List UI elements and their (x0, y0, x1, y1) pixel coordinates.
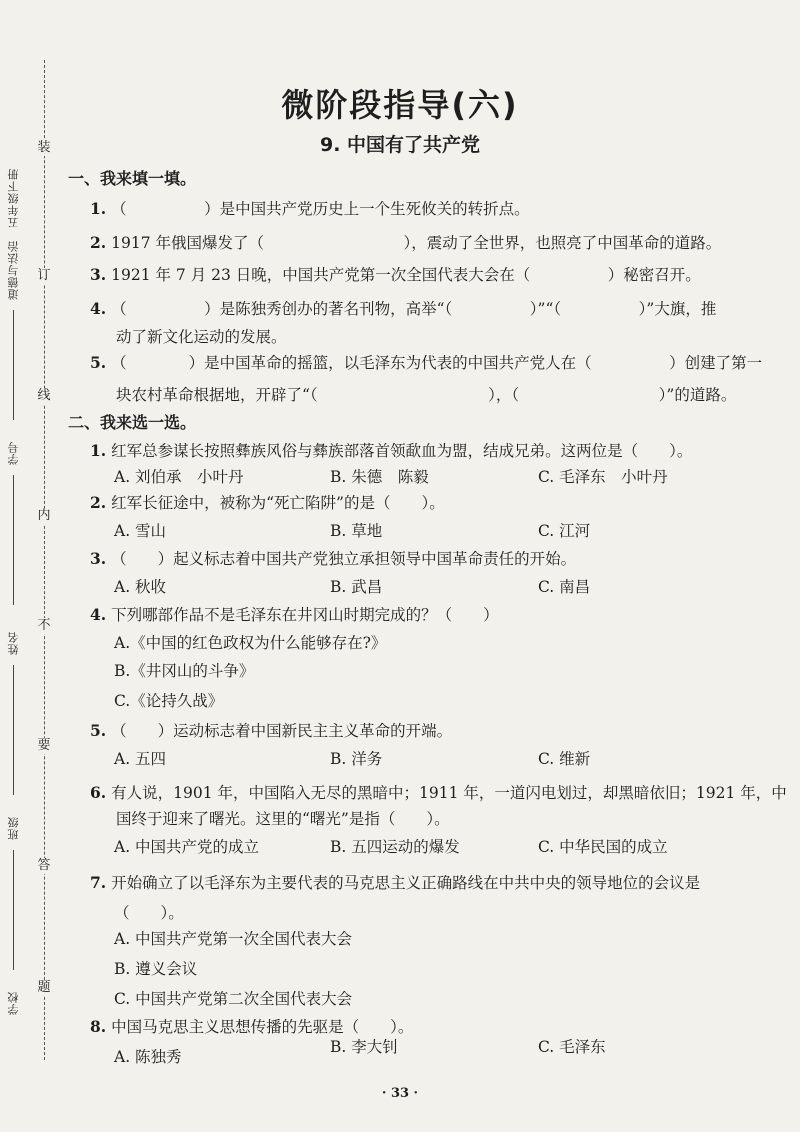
question-text: 1917 年俄国爆发了（ ），震动了全世界，也照亮了中国革命的道路。 (111, 234, 722, 252)
question-text: 红军长征途中，被称为“死亡陷阱”的是（ ）。 (111, 494, 445, 512)
binding-mark: 不 (34, 618, 54, 634)
question-text: （ ）是陈独秀创办的著名刊物，高举“（ ）”“（ ）”大旗，推 (111, 300, 717, 318)
question-text: 红军总参谋长按照彝族风俗与彝族部落首领歃血为盟，结成兄弟。这两位是（ ）。 (111, 442, 693, 460)
question-number: 5. (90, 353, 107, 372)
option-a: A. 中国共产党第一次全国代表大会 (114, 930, 353, 948)
option-a: A. 秋收 (114, 578, 167, 596)
option-b: B. 五四运动的爆发 (330, 838, 460, 856)
question-text: 中国马克思主义思想传播的先驱是（ ）。 (111, 1018, 414, 1036)
question-text: 下列哪部作品不是毛泽东在井冈山时期完成的？（ ） (111, 606, 499, 624)
choice-question-6-continued: 国终于迎来了曙光。这里的“曙光”是指（ ）。 (116, 810, 450, 828)
question-text: （ ）是中国共产党历史上一个生死攸关的转折点。 (111, 200, 530, 218)
option-c: C. 中华民国的成立 (538, 838, 668, 856)
school-label: 学校 (7, 991, 20, 1015)
binding-mark: 装 (34, 140, 54, 156)
question-number: 1. (90, 199, 107, 218)
question-number: 3. (90, 549, 107, 568)
choice-question-5 (90, 720, 452, 742)
option-b: B. 李大钊 (330, 1038, 398, 1056)
student-id-label: 学号 (7, 441, 20, 465)
question-number: 2. (90, 493, 107, 512)
choice-question-2 (90, 492, 445, 514)
option-a: A. 刘伯承 小叶丹 (114, 468, 244, 486)
class-label: 班级 (7, 816, 20, 840)
question-number: 2. (90, 233, 107, 252)
choice-question-7-continued: （ ）。 (114, 904, 184, 922)
option-b: B. 武昌 (330, 578, 383, 596)
binding-mark: 答 (34, 858, 54, 874)
question-number: 6. (90, 783, 107, 802)
question-text: （ ）起义标志着中国共产党独立承担领导中国革命责任的开始。 (111, 550, 577, 568)
name-label: 姓名 (7, 631, 20, 655)
page-number: · 33 · (381, 1086, 419, 1101)
option-b: B. 遵义会议 (114, 960, 198, 978)
option-c: C. 维新 (538, 750, 591, 768)
choice-question-6 (90, 782, 787, 804)
question-text: 1921 年 7 月 23 日晚，中国共产党第一次全国代表大会在（ ）秘密召开。 (111, 266, 701, 284)
question-text: 有人说，1901 年，中国陷入无尽的黑暗中；1911 年，一道闪电划过，却黑暗依旧；1921 年，中 (111, 784, 787, 802)
choice-question-7 (90, 872, 700, 894)
binding-mark: 线 (34, 388, 54, 404)
option-a: A.《中国的红色政权为什么能够存在?》 (114, 634, 387, 652)
option-c: C.《论持久战》 (114, 692, 224, 710)
field-line (13, 850, 14, 970)
option-b: B.《井冈山的斗争》 (114, 662, 255, 680)
option-b: B. 洋务 (330, 750, 383, 768)
question-text: 开始确立了以毛泽东为主要代表的马克思主义正确路线在中共中央的领导地位的会议是 (111, 874, 701, 892)
binding-mark: 内 (34, 508, 54, 524)
binding-dashed-line (44, 60, 45, 1060)
option-a: A. 陈独秀 (114, 1048, 182, 1066)
question-number: 1. (90, 441, 107, 460)
fill-question-5 (90, 352, 762, 374)
page-title: 微阶段指导(六) (281, 86, 519, 124)
question-text: （ ）是中国革命的摇篮，以毛泽东为代表的中国共产党人在（ ）创建了第一 (111, 354, 763, 372)
fill-question-5-continued: 块农村革命根据地，开辟了“（ ），（ ）”的道路。 (116, 386, 737, 404)
binding-mark: 题 (34, 980, 54, 996)
option-a: A. 五四 (114, 750, 167, 768)
option-c: C. 毛泽东 小叶丹 (538, 468, 668, 486)
field-line (13, 310, 14, 420)
question-number: 7. (90, 873, 107, 892)
question-number: 5. (90, 721, 107, 740)
option-c: C. 南昌 (538, 578, 591, 596)
question-number: 4. (90, 605, 107, 624)
question-text: （ ）运动标志着中国新民主主义革命的开端。 (111, 722, 453, 740)
question-number: 3. (90, 265, 107, 284)
question-number: 8. (90, 1017, 107, 1036)
option-a: A. 雪山 (114, 522, 167, 540)
section-heading-fill: 一、我来填一填。 (68, 169, 197, 188)
field-line (13, 665, 14, 795)
book-label: 道德与法治 五年级下册 (7, 168, 20, 300)
option-c: C. 毛泽东 (538, 1038, 606, 1056)
option-c: C. 中国共产党第二次全国代表大会 (114, 990, 353, 1008)
fill-question-2 (90, 232, 721, 254)
binding-margin (0, 0, 60, 1132)
choice-question-1 (90, 440, 692, 462)
option-a: A. 中国共产党的成立 (114, 838, 260, 856)
binding-mark: 订 (34, 268, 54, 284)
question-number: 4. (90, 299, 107, 318)
field-line (13, 475, 14, 605)
binding-mark: 要 (34, 738, 54, 754)
option-b: B. 草地 (330, 522, 383, 540)
fill-question-3 (90, 264, 701, 286)
section-heading-choice: 二、我来选一选。 (68, 413, 197, 432)
option-c: C. 江河 (538, 522, 591, 540)
option-b: B. 朱德 陈毅 (330, 468, 429, 486)
choice-question-4 (90, 604, 499, 626)
fill-question-4-continued: 动了新文化运动的发展。 (116, 328, 287, 346)
lesson-title: 9. 中国有了共产党 (319, 134, 481, 156)
fill-question-1 (90, 198, 530, 220)
choice-question-3 (90, 548, 576, 570)
choice-question-8 (90, 1016, 413, 1038)
fill-question-4 (90, 298, 716, 320)
